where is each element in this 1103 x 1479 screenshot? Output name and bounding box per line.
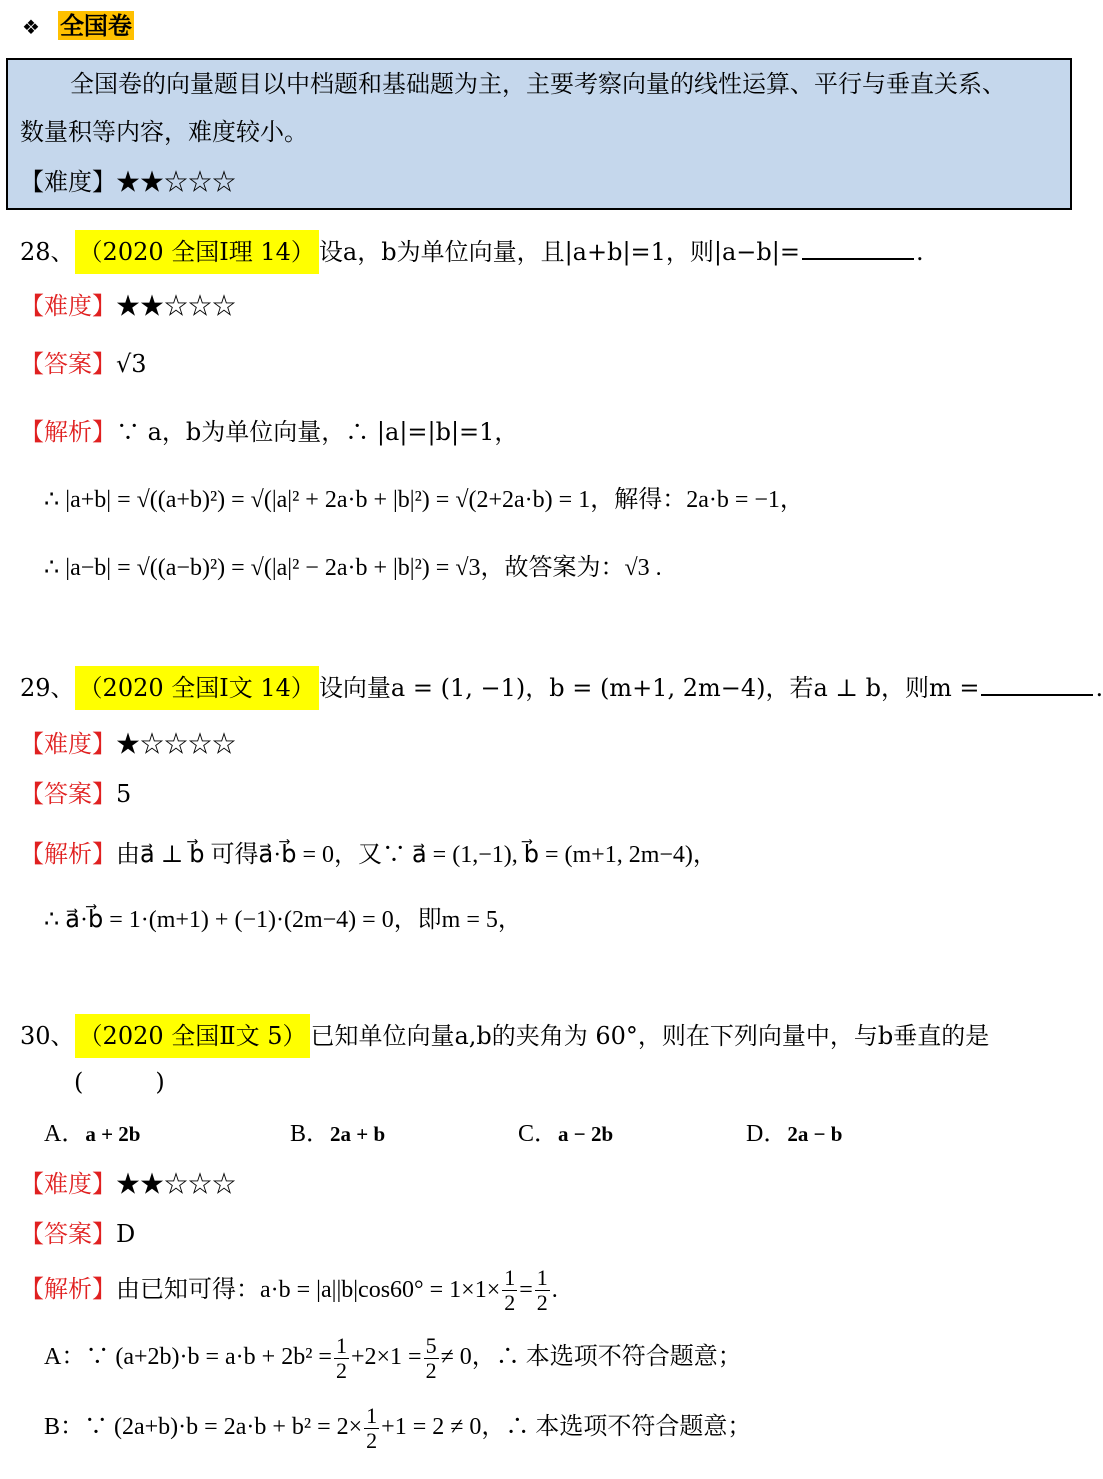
q30-difficulty-stars: ★★☆☆☆ xyxy=(116,1170,236,1198)
q28-analysis-line3: ∴ |a−b| = √((a−b)²) = √(|a|² − 2a·b + |b|²) = √3，故答案为：√3 . xyxy=(44,555,662,581)
q30-number: 30、 xyxy=(20,1022,75,1050)
q30-option-c-text: a − 2b xyxy=(558,1122,614,1146)
q30-option-b xyxy=(290,1118,385,1150)
summary-text-line2: 数量积等内容，难度较小。 xyxy=(20,118,308,146)
q29-source: （2020 全国Ⅰ文 14） xyxy=(75,666,319,710)
q30-frac1-num: 1 xyxy=(504,1265,516,1290)
q30-lineA-fraction2 xyxy=(424,1334,439,1383)
q30-lineA-mid: +2×1 = xyxy=(350,1344,422,1371)
q28-answer xyxy=(20,348,147,380)
q30-answer xyxy=(20,1218,135,1250)
q30-option-d xyxy=(746,1118,843,1150)
q30-lineB-frac-num: 1 xyxy=(366,1403,378,1428)
q29-analysis-label: 【解析】 xyxy=(20,840,116,868)
q30-lineA-pre: A：∵ (a+2b)·b = a·b + 2b² = xyxy=(44,1344,332,1371)
q30-source: （2020 全国Ⅱ文 5） xyxy=(75,1014,311,1058)
q30-lineA-end: ≠ 0，∴ 本选项不符合题意； xyxy=(440,1344,742,1371)
q29-difficulty-stars: ★☆☆☆☆ xyxy=(116,730,236,758)
q30-frac2-num: 1 xyxy=(536,1265,548,1290)
q28-analysis-label: 【解析】 xyxy=(20,418,116,446)
q30-analysis-mid: = xyxy=(519,1277,533,1303)
q30-frac1-den: 2 xyxy=(504,1290,516,1315)
q30-analysis-lineA xyxy=(44,1334,742,1383)
summary-difficulty xyxy=(20,166,236,198)
q30-lineB-fraction xyxy=(364,1404,379,1453)
q30-lineB-pre: B：∵ (2a+b)·b = 2a·b + b² = 2× xyxy=(44,1414,363,1441)
q29-difficulty xyxy=(20,728,236,760)
q30-lineA-fraction1 xyxy=(334,1334,349,1383)
q29-stem-text: 设向量a = (1, −1)，b = (m+1, 2m−4)，若a ⊥ b，则m = xyxy=(318,674,980,702)
q28-stem xyxy=(20,230,924,274)
q30-analysis-label: 【解析】 xyxy=(20,1275,116,1303)
q30-lineA-frac2-num: 5 xyxy=(425,1333,437,1358)
q28-answer-label: 【答案】 xyxy=(20,350,116,378)
q30-difficulty xyxy=(20,1168,236,1200)
q30-option-c-key: C． xyxy=(518,1121,559,1147)
q30-analysis-line1 xyxy=(20,1266,558,1315)
q28-difficulty-label: 【难度】 xyxy=(20,292,116,320)
q29-number: 29、 xyxy=(20,674,75,702)
q29-analysis-text1: 由a⃗ ⊥ b⃗ 可得a⃗·b⃗ = 0，又∵ a⃗ = (1,−1), b⃗ = (m+1, 2m−4)， xyxy=(116,842,717,868)
q30-option-d-key: D． xyxy=(746,1121,788,1147)
section-header xyxy=(22,10,134,43)
q30-analysis-end: . xyxy=(551,1277,558,1303)
q28-difficulty-stars: ★★☆☆☆ xyxy=(116,292,236,320)
q30-difficulty-label: 【难度】 xyxy=(20,1170,116,1198)
q30-stem xyxy=(20,1014,989,1058)
q29-stem xyxy=(20,666,1103,710)
q30-option-a-text: a + 2b xyxy=(85,1122,141,1146)
section-title: 全国卷 xyxy=(59,11,132,40)
q30-analysis-fraction1 xyxy=(502,1266,517,1315)
q30-analysis-fraction2 xyxy=(535,1266,550,1315)
q28-answer-blank xyxy=(802,236,914,260)
q28-number: 28、 xyxy=(20,238,75,266)
q29-answer-value: 5 xyxy=(116,780,132,808)
q30-lineB-frac-den: 2 xyxy=(366,1428,378,1453)
q30-option-a-key: A． xyxy=(44,1121,86,1147)
q28-end: . xyxy=(915,238,924,266)
q29-answer xyxy=(20,778,131,810)
diamond-bullet-icon: ❖ xyxy=(22,15,40,39)
q29-analysis-line1 xyxy=(20,838,717,871)
q30-option-d-text: 2a − b xyxy=(787,1122,843,1146)
summary-difficulty-label: 【难度】 xyxy=(20,168,116,196)
q28-answer-value: √3 xyxy=(116,350,147,378)
q29-end: . xyxy=(1095,674,1103,702)
summary-text-line1: 全国卷的向量题目以中档题和基础题为主，主要考察向量的线性运算、平行与垂直关系、 xyxy=(70,70,1006,98)
summary-difficulty-stars: ★★☆☆☆ xyxy=(116,168,236,196)
q30-option-a xyxy=(44,1118,141,1150)
q30-paren: ( ) xyxy=(74,1068,165,1096)
q29-difficulty-label: 【难度】 xyxy=(20,730,116,758)
q30-option-b-key: B． xyxy=(290,1121,331,1147)
q28-difficulty xyxy=(20,290,236,322)
q29-answer-label: 【答案】 xyxy=(20,780,116,808)
q30-option-c xyxy=(518,1118,613,1150)
q30-option-b-text: 2a + b xyxy=(330,1122,386,1146)
q28-stem-text: 设a，b为单位向量，且|a+b|=1，则|a−b|= xyxy=(318,238,800,266)
q30-analysis-lineB xyxy=(44,1404,751,1453)
q30-answer-label: 【答案】 xyxy=(20,1220,116,1248)
q28-analysis-text1: ∵ a，b为单位向量，∴ |a|=|b|=1， xyxy=(116,418,519,446)
q29-analysis-line2: ∴ a⃗·b⃗ = 1·(m+1) + (−1)·(2m−4) = 0，即m = 5， xyxy=(44,907,522,933)
q30-frac2-den: 2 xyxy=(536,1290,548,1315)
q28-source: （2020 全国Ⅰ理 14） xyxy=(75,230,319,274)
q29-answer-blank xyxy=(981,672,1093,696)
q30-stem-text: 已知单位向量a,b的夹角为 60°，则在下列向量中，与b垂直的是 xyxy=(310,1022,990,1050)
q28-analysis-line1 xyxy=(20,416,518,448)
q30-analysis-prefix: 由已知可得：a·b = |a||b|cos60° = 1×1× xyxy=(116,1277,501,1303)
q30-lineA-frac1-den: 2 xyxy=(335,1358,347,1383)
q30-lineA-frac1-num: 1 xyxy=(335,1333,347,1358)
q30-answer-value: D xyxy=(116,1220,136,1248)
q28-analysis-line2: ∴ |a+b| = √((a+b)²) = √(|a|² + 2a·b + |b|²) = √(2+2a·b) = 1，解得：2a·b = −1， xyxy=(44,487,804,513)
q30-lineB-end: +1 = 2 ≠ 0，∴ 本选项不符合题意； xyxy=(381,1414,752,1441)
q30-lineA-frac2-den: 2 xyxy=(425,1358,437,1383)
